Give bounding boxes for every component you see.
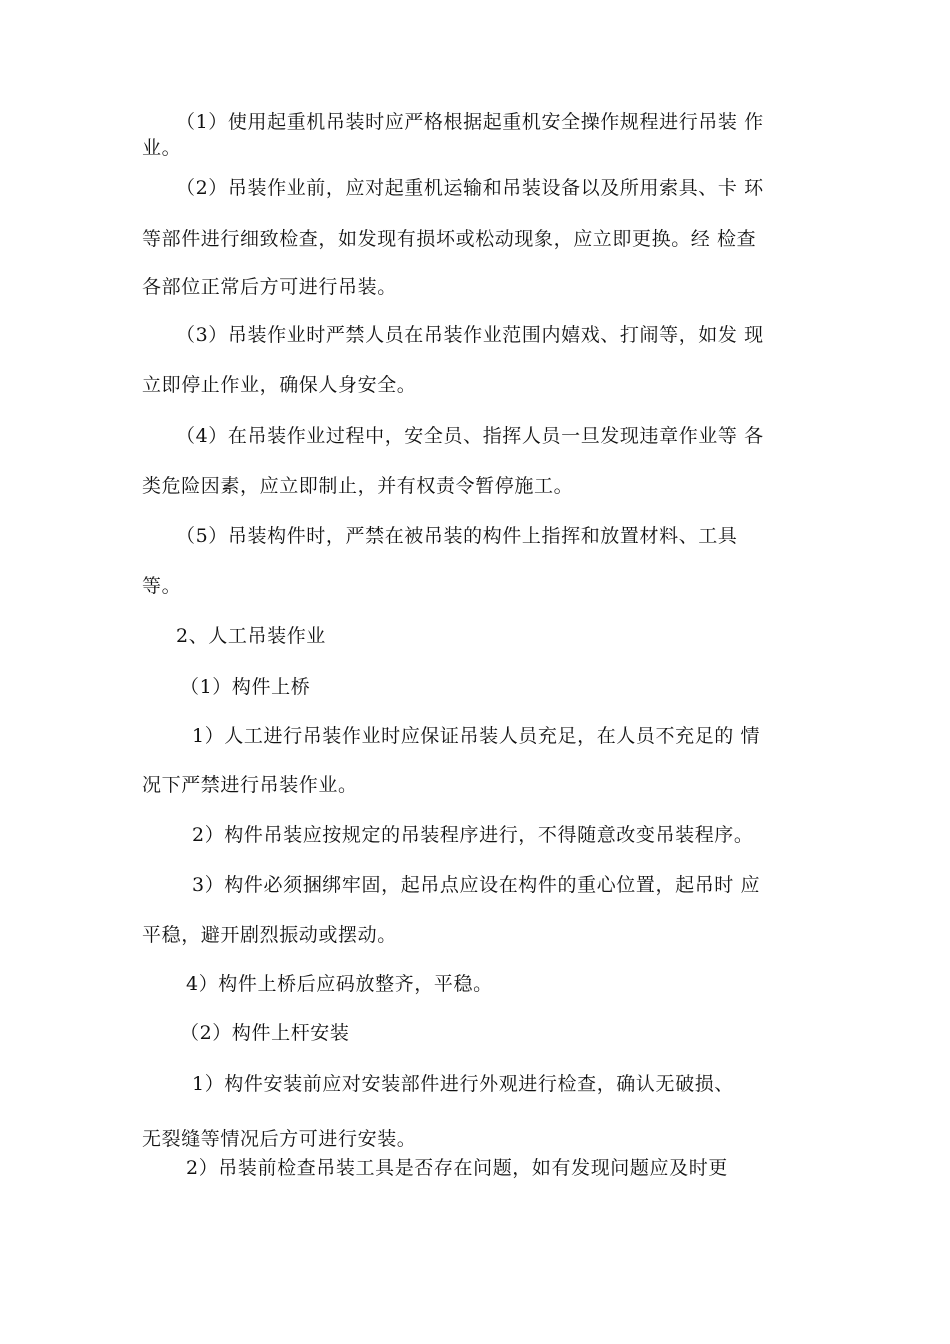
text-line: 平稳，避开剧烈振动或摆动。 <box>142 924 397 946</box>
text-line: （5）吊装构件时，严禁在被吊装的构件上指挥和放置材料、工具 <box>176 525 738 547</box>
text-line: 1）构件安装前应对安装部件进行外观进行检查，确认无破损、 <box>192 1073 734 1095</box>
text-line: 2）吊装前检查吊装工具是否存在问题，如有发现问题应及时更 <box>186 1157 728 1179</box>
text-line: 各部位正常后方可进行吊装。 <box>142 276 397 298</box>
text-line: 4）构件上桥后应码放整齐，平稳。 <box>186 973 493 995</box>
text-line: （1）使用起重机吊装时应严格根据起重机安全操作规程进行吊装 作 <box>176 111 764 133</box>
subsection-heading: （2）构件上杆安装 <box>180 1022 350 1044</box>
text-line: 况下严禁进行吊装作业。 <box>142 774 358 796</box>
text-line: （4）在吊装作业过程中，安全员、指挥人员一旦发现违章作业等 各 <box>176 425 764 447</box>
section-heading: 2、人工吊装作业 <box>176 625 326 647</box>
text-line: （2）吊装作业前，应对起重机运输和吊装设备以及所用索具、卡 环 <box>176 177 764 199</box>
text-line: （3）吊装作业时严禁人员在吊装作业范围内嬉戏、打闹等，如发 现 <box>176 324 764 346</box>
text-line: 1）人工进行吊装作业时应保证吊装人员充足，在人员不充足的 情 <box>192 725 761 747</box>
subsection-heading: （1）构件上桥 <box>180 676 311 698</box>
text-line: 3）构件必须捆绑牢固，起吊点应设在构件的重心位置，起吊时 应 <box>192 874 761 896</box>
text-line: 立即停止作业，确保人身安全。 <box>142 374 417 396</box>
text-line: 2）构件吊装应按规定的吊装程序进行，不得随意改变吊装程序。 <box>192 824 754 846</box>
text-line: 类危险因素，应立即制止，并有权责令暂停施工。 <box>142 475 574 497</box>
text-line: 等。 <box>142 575 182 597</box>
text-line: 等部件进行细致检查，如发现有损坏或松动现象，应立即更换。经 检查 <box>142 228 757 250</box>
text-line: 无裂缝等情况后方可进行安装。 <box>142 1128 417 1150</box>
text-line: 业。 <box>142 137 182 159</box>
